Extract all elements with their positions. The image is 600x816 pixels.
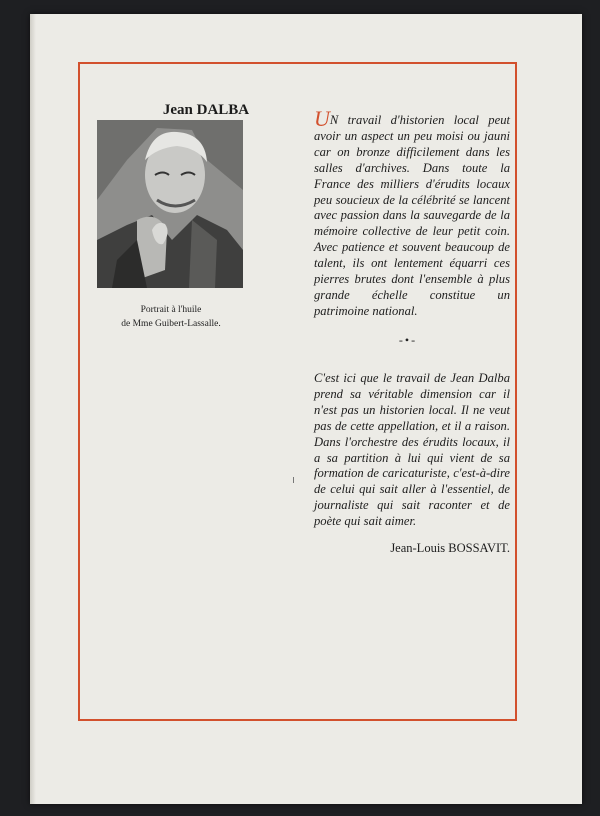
- author-name: Jean DALBA: [162, 102, 250, 118]
- section-divider: -•-: [398, 333, 418, 347]
- caption-line-2: de Mme Guibert-Lassalle.: [121, 319, 221, 329]
- book-back-cover: [30, 14, 582, 804]
- drop-cap-letter: U: [314, 106, 330, 131]
- paragraph-second: C'est ici que le travail de Jean Dalba prend sa véritable dimension car il n'est pas un historien local. Il ne veut pas de cette appellation, et il a raison. Dans l'orchestre des érudits locaux, il a sa partition à lui qui vient de sa formation de caricaturiste, c'est-à-dire de celui qui sait aller à l'essentiel, de journaliste qui sait raconter et de poète qui sait aimer.: [314, 371, 510, 529]
- portrait-caption: [94, 303, 248, 331]
- signature: Jean-Louis BOSSAVIT.: [390, 541, 510, 555]
- paragraph-intro-text: N travail d'historien local peut avoir un aspect un peu moisi ou jauni car on bronze difficilement dans les salles d'archives. Dans toute la France des milliers d'érudits locaux peu soucieux de la célébrité se lancent avec passion dans la sauvegarde de la mémoire collective de leur petit coin. Avec patience et souvent beaucoup de talent, ils ont lentement équarri ces pierres brutes dont l'ensemble à plus grande échelle constitue un patrimoine national.: [314, 113, 510, 318]
- page-mark: [293, 477, 294, 483]
- author-portrait-image: [97, 120, 243, 288]
- paragraph-intro: [314, 106, 510, 320]
- caption-line-1: Portrait à l'huile: [140, 305, 202, 315]
- spine-shade: [30, 14, 36, 804]
